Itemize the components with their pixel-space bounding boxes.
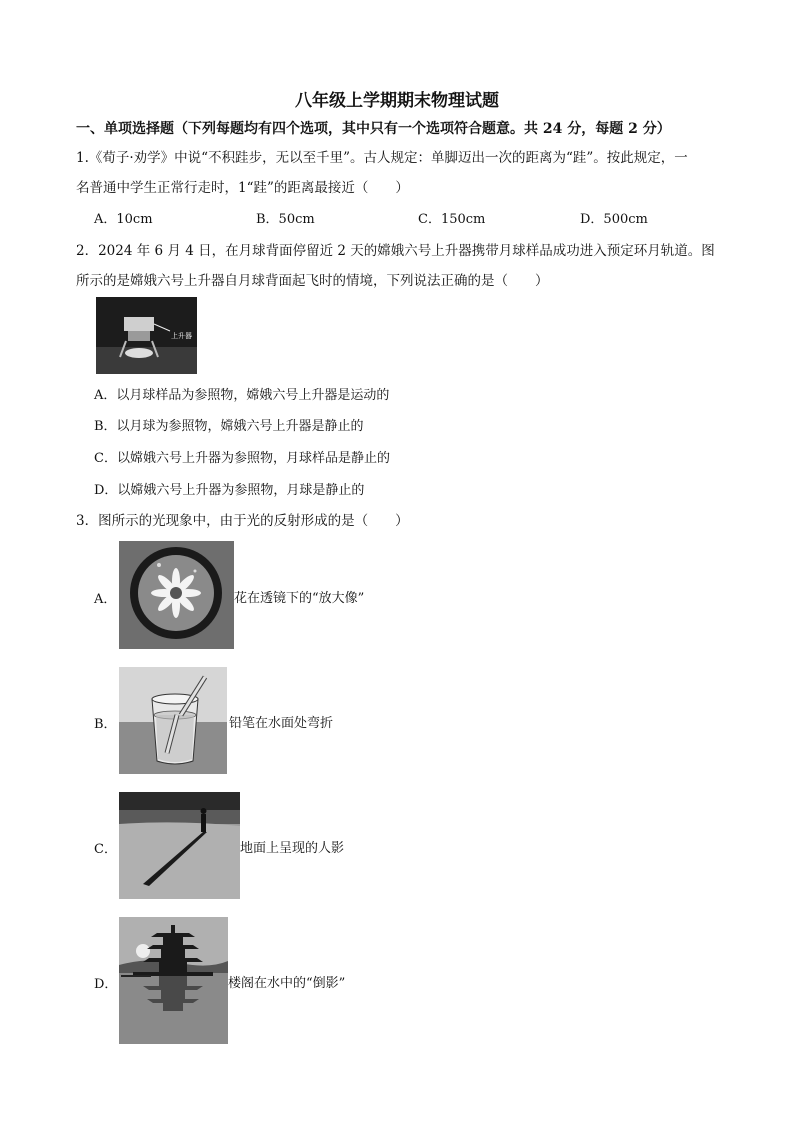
pavilion-reflection-image [119, 917, 228, 1044]
q2-option-c: C．以嫦娥六号上升器为参照物，月球样品是静止的 [94, 451, 390, 466]
q1-line2: 名普通中学生正常行走时，1“跬”的距离最接近（ ） [76, 180, 409, 196]
pencil-glass-image [119, 667, 227, 774]
q1-option-c: C．150cm [418, 212, 486, 227]
q3-option-c-letter: C． [94, 842, 117, 857]
page-title: 八年级上学期期末物理试题 [295, 91, 499, 111]
lunar-ascender-image [96, 297, 197, 374]
q3-option-d-caption: 楼阁在水中的“倒影” [228, 976, 346, 991]
q3-option-b-caption: 铅笔在水面处弯折 [229, 716, 334, 731]
q1-option-d: D．500cm [580, 212, 648, 227]
q1-option-b: B．50cm [256, 212, 315, 227]
q3-option-a-letter: A． [94, 592, 117, 607]
q1-line1: 1.《荀子·劝学》中说“不积跬步，无以至千里”。古人规定：单脚迈出一次的距离为“跬”。按此规定，一 [76, 150, 688, 166]
section-heading: 一、单项选择题（下列每题均有四个选项，其中只有一个选项符合题意。共 24 分，每题 2 分） [76, 121, 671, 137]
person-shadow-image [119, 792, 240, 899]
q3-line1: 3．图所示的光现象中，由于光的反射形成的是（ ） [76, 513, 409, 529]
q2-line1: 2．2024 年 6 月 4 日，在月球背面停留近 2 天的嫦娥六号上升器携带月球样品成功进入预定环月轨道。图 [76, 243, 715, 259]
ascender-label: 上升器 [171, 332, 192, 340]
q3-option-b-letter: B． [94, 717, 117, 732]
magnifier-flower-image [119, 541, 234, 649]
q2-option-b: B．以月球为参照物，嫦娥六号上升器是静止的 [94, 419, 364, 434]
q3-option-c-caption: 地面上呈现的人影 [240, 841, 345, 856]
q2-option-d: D．以嫦娥六号上升器为参照物，月球是静止的 [94, 483, 365, 498]
q3-option-d-letter: D． [94, 977, 118, 992]
q1-option-a: A．10cm [94, 212, 153, 227]
q2-option-a: A．以月球样品为参照物，嫦娥六号上升器是运动的 [94, 388, 390, 403]
q3-option-a-caption: 花在透镜下的“放大像” [234, 591, 365, 606]
q2-line2: 所示的是嫦娥六号上升器自月球背面起飞时的情境，下列说法正确的是（ ） [76, 273, 549, 289]
